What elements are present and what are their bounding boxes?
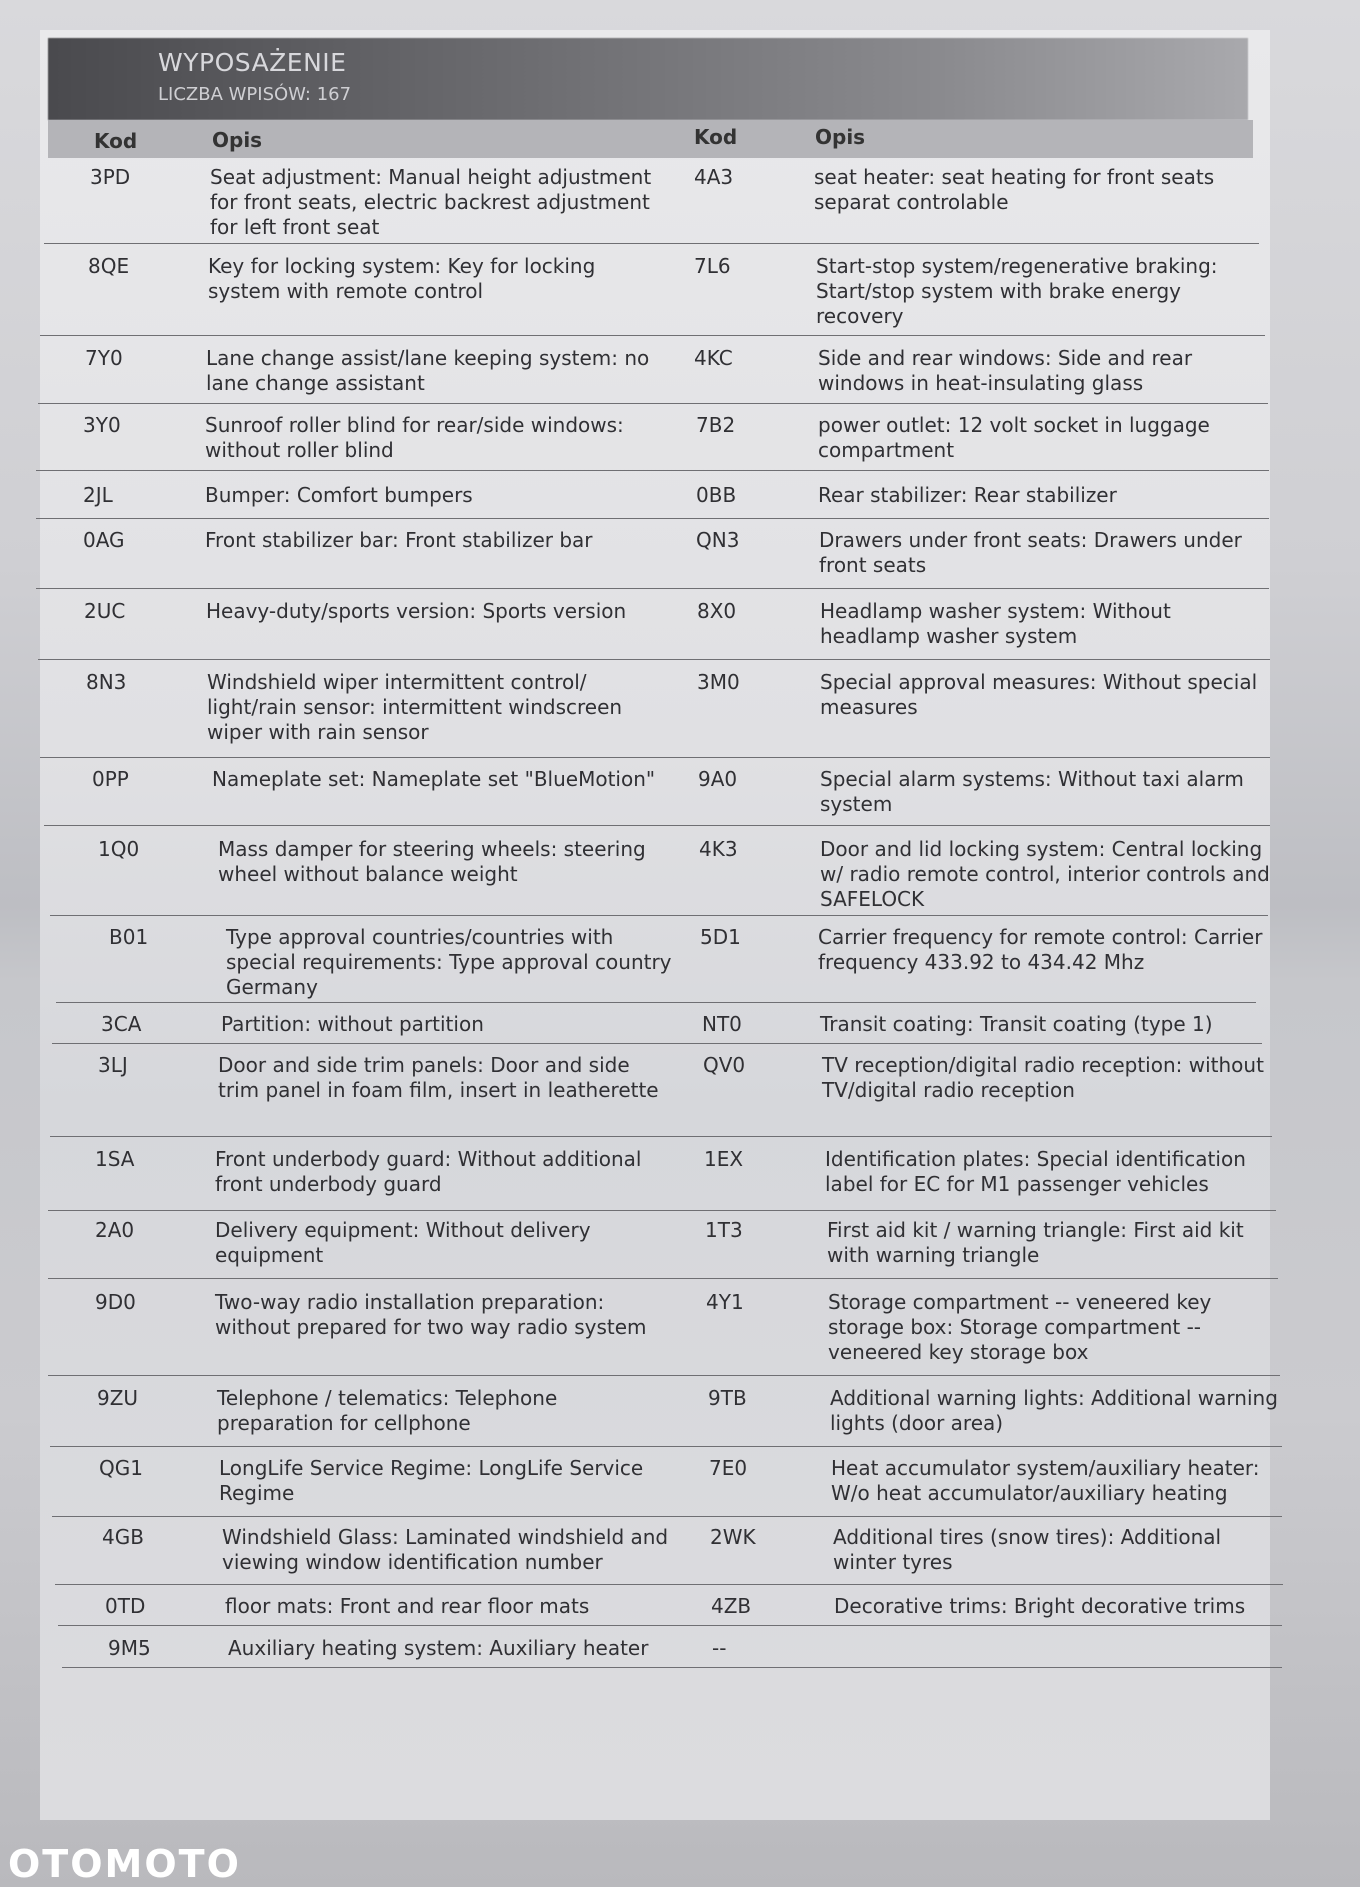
row-divider <box>48 1210 1276 1211</box>
row-description-left: Auxiliary heating system: Auxiliary heater <box>228 1636 649 1660</box>
row-divider <box>40 335 1265 336</box>
row-description-right: Transit coating: Transit coating (type 1) <box>820 1012 1213 1036</box>
row-code-right: 0BB <box>696 483 737 507</box>
column-header-code-right: Kod <box>694 125 738 149</box>
row-divider <box>38 659 1270 660</box>
row-description-right: Carrier frequency for remote control: Carrier frequency 433.92 to 434.42 Mhz <box>818 925 1263 974</box>
row-code-right: NT0 <box>702 1012 742 1036</box>
row-code-left: 0AG <box>83 528 125 552</box>
row-code-left: 3Y0 <box>83 413 121 437</box>
row-divider <box>58 1625 1282 1626</box>
row-code-right: 7B2 <box>696 413 736 437</box>
row-description-left: Seat adjustment: Manual height adjustment for front seats, electric backrest adjustment for left front seat <box>210 165 652 239</box>
column-header-desc-right: Opis <box>815 125 866 149</box>
row-description-right: Additional tires (snow tires): Additional winter tyres <box>833 1525 1222 1574</box>
row-description-left: Front underbody guard: Without additional front underbody guard <box>215 1147 642 1196</box>
row-divider <box>44 243 1259 244</box>
row-divider <box>36 518 1269 519</box>
row-description-left: Partition: without partition <box>221 1012 484 1036</box>
row-description-right: First aid kit / warning triangle: First aid kit with warning triangle <box>827 1218 1244 1267</box>
row-code-left: B01 <box>109 925 149 949</box>
row-code-left: 8QE <box>88 254 130 278</box>
row-description-left: Door and side trim panels: Door and side trim panel in foam film, insert in leatherette <box>218 1053 659 1102</box>
row-code-right: 4A3 <box>694 165 734 189</box>
row-code-right: 9TB <box>708 1386 747 1410</box>
page-title: WYPOSAŻENIE <box>158 48 347 77</box>
row-description-left: LongLife Service Regime: LongLife Service Regime <box>219 1456 644 1505</box>
row-divider <box>36 470 1269 471</box>
row-code-left: 1Q0 <box>98 837 140 861</box>
row-description-left: Two-way radio installation preparation: without prepared for two way radio system <box>215 1290 647 1339</box>
row-code-left: 9M5 <box>108 1636 151 1660</box>
row-code-left: 2JL <box>83 483 113 507</box>
row-code-right: 7L6 <box>694 254 731 278</box>
row-code-right: 7E0 <box>709 1456 748 1480</box>
column-header-desc-left: Opis <box>212 128 263 152</box>
row-divider <box>36 588 1269 589</box>
row-description-right: Start-stop system/regenerative braking: Start/stop system with brake energy recovery <box>816 254 1218 328</box>
row-description-right: Special approval measures: Without special measures <box>820 670 1258 719</box>
row-code-left: 9ZU <box>97 1386 139 1410</box>
row-description-right: Decorative trims: Bright decorative trims <box>834 1594 1246 1618</box>
row-code-right: QV0 <box>703 1053 746 1077</box>
row-description-right: Rear stabilizer: Rear stabilizer <box>818 483 1117 507</box>
row-code-right: 3M0 <box>697 670 740 694</box>
row-code-right: 4K3 <box>699 837 738 861</box>
row-divider <box>62 1667 1282 1668</box>
row-code-right: 2WK <box>710 1525 756 1549</box>
row-divider <box>44 825 1270 826</box>
row-divider <box>50 1446 1282 1447</box>
row-code-left: 8N3 <box>86 670 127 694</box>
row-description-left: Delivery equipment: Without delivery equipment <box>215 1218 591 1267</box>
row-divider <box>55 1584 1283 1585</box>
row-description-left: Windshield Glass: Laminated windshield and viewing window identification number <box>222 1525 669 1574</box>
row-divider <box>48 1278 1278 1279</box>
row-description-right: Heat accumulator system/auxiliary heater: W/o heat accumulator/auxiliary heating <box>831 1456 1260 1505</box>
row-description-left: Nameplate set: Nameplate set "BlueMotion" <box>212 767 656 791</box>
row-description-right: Drawers under front seats: Drawers under front seats <box>819 528 1242 577</box>
row-divider <box>40 757 1270 758</box>
row-code-left: 1SA <box>95 1147 135 1171</box>
row-divider <box>50 1136 1272 1137</box>
row-code-right: 5D1 <box>700 925 741 949</box>
row-divider <box>50 915 1268 916</box>
row-description-right: Additional warning lights: Additional warning lights (door area) <box>830 1386 1278 1435</box>
entry-count: LICZBA WPISÓW: 167 <box>158 84 352 105</box>
row-code-left: 2UC <box>84 599 126 623</box>
row-code-left: 3LJ <box>98 1053 128 1077</box>
row-code-left: 7Y0 <box>85 346 123 370</box>
row-description-right: TV reception/digital radio reception: without TV/digital radio reception <box>822 1053 1264 1102</box>
row-code-right: 8X0 <box>697 599 737 623</box>
row-code-right: QN3 <box>696 528 740 552</box>
row-code-left: 9D0 <box>95 1290 136 1314</box>
row-description-right: Headlamp washer system: Without headlamp washer system <box>820 599 1171 648</box>
row-code-right: 1T3 <box>705 1218 743 1242</box>
row-description-left: Bumper: Comfort bumpers <box>205 483 473 507</box>
row-code-left: 0TD <box>105 1594 146 1618</box>
row-code-right: 9A0 <box>698 767 738 791</box>
row-divider <box>52 1043 1262 1044</box>
row-description-left: Windshield wiper intermittent control/ light/rain sensor: intermittent windscreen wiper with rain sensor <box>207 670 623 744</box>
row-description-left: Lane change assist/lane keeping system: no lane change assistant <box>206 346 650 395</box>
row-description-right: Storage compartment -- veneered key storage box: Storage compartment -- veneered key storage box <box>828 1290 1212 1364</box>
row-code-right: 4Y1 <box>706 1290 744 1314</box>
row-description-left: Heavy-duty/sports version: Sports version <box>206 599 627 623</box>
row-description-right: Special alarm systems: Without taxi alarm system <box>820 767 1244 816</box>
row-description-right: power outlet: 12 volt socket in luggage compartment <box>818 413 1210 462</box>
row-description-left: Type approval countries/countries with special requirements: Type approval country Germany <box>226 925 672 999</box>
row-code-left: QG1 <box>99 1456 143 1480</box>
otomoto-logo: OTOMOTO <box>8 1842 241 1886</box>
row-divider <box>52 1516 1282 1517</box>
row-divider <box>48 1375 1280 1376</box>
row-description-left: floor mats: Front and rear floor mats <box>225 1594 590 1618</box>
row-code-left: 2A0 <box>95 1218 135 1242</box>
row-code-right: 4ZB <box>711 1594 752 1618</box>
row-code-left: 3PD <box>90 165 131 189</box>
row-description-left: Telephone / telematics: Telephone preparation for cellphone <box>217 1386 558 1435</box>
row-code-right: -- <box>712 1636 727 1660</box>
row-description-right: seat heater: seat heating for front seats separat controlable <box>814 165 1215 214</box>
row-description-right: Identification plates: Special identification label for EC for M1 passenger vehicles <box>825 1147 1246 1196</box>
row-description-left: Key for locking system: Key for locking system with remote control <box>208 254 596 303</box>
row-description-left: Front stabilizer bar: Front stabilizer bar <box>205 528 593 552</box>
row-code-right: 4KC <box>694 346 733 370</box>
row-code-left: 4GB <box>102 1525 144 1549</box>
row-description-left: Mass damper for steering wheels: steering wheel without balance weight <box>218 837 646 886</box>
row-divider <box>38 403 1268 404</box>
column-header-code-left: Kod <box>94 129 138 153</box>
row-description-left: Sunroof roller blind for rear/side windows: without roller blind <box>205 413 624 462</box>
row-description-right: Door and lid locking system: Central locking w/ radio remote control, interior controls and SAFELOCK <box>820 837 1270 911</box>
row-divider <box>56 1002 1256 1003</box>
row-code-left: 3CA <box>101 1012 142 1036</box>
row-description-right: Side and rear windows: Side and rear windows in heat-insulating glass <box>818 346 1193 395</box>
row-code-left: 0PP <box>92 767 129 791</box>
row-code-right: 1EX <box>704 1147 744 1171</box>
